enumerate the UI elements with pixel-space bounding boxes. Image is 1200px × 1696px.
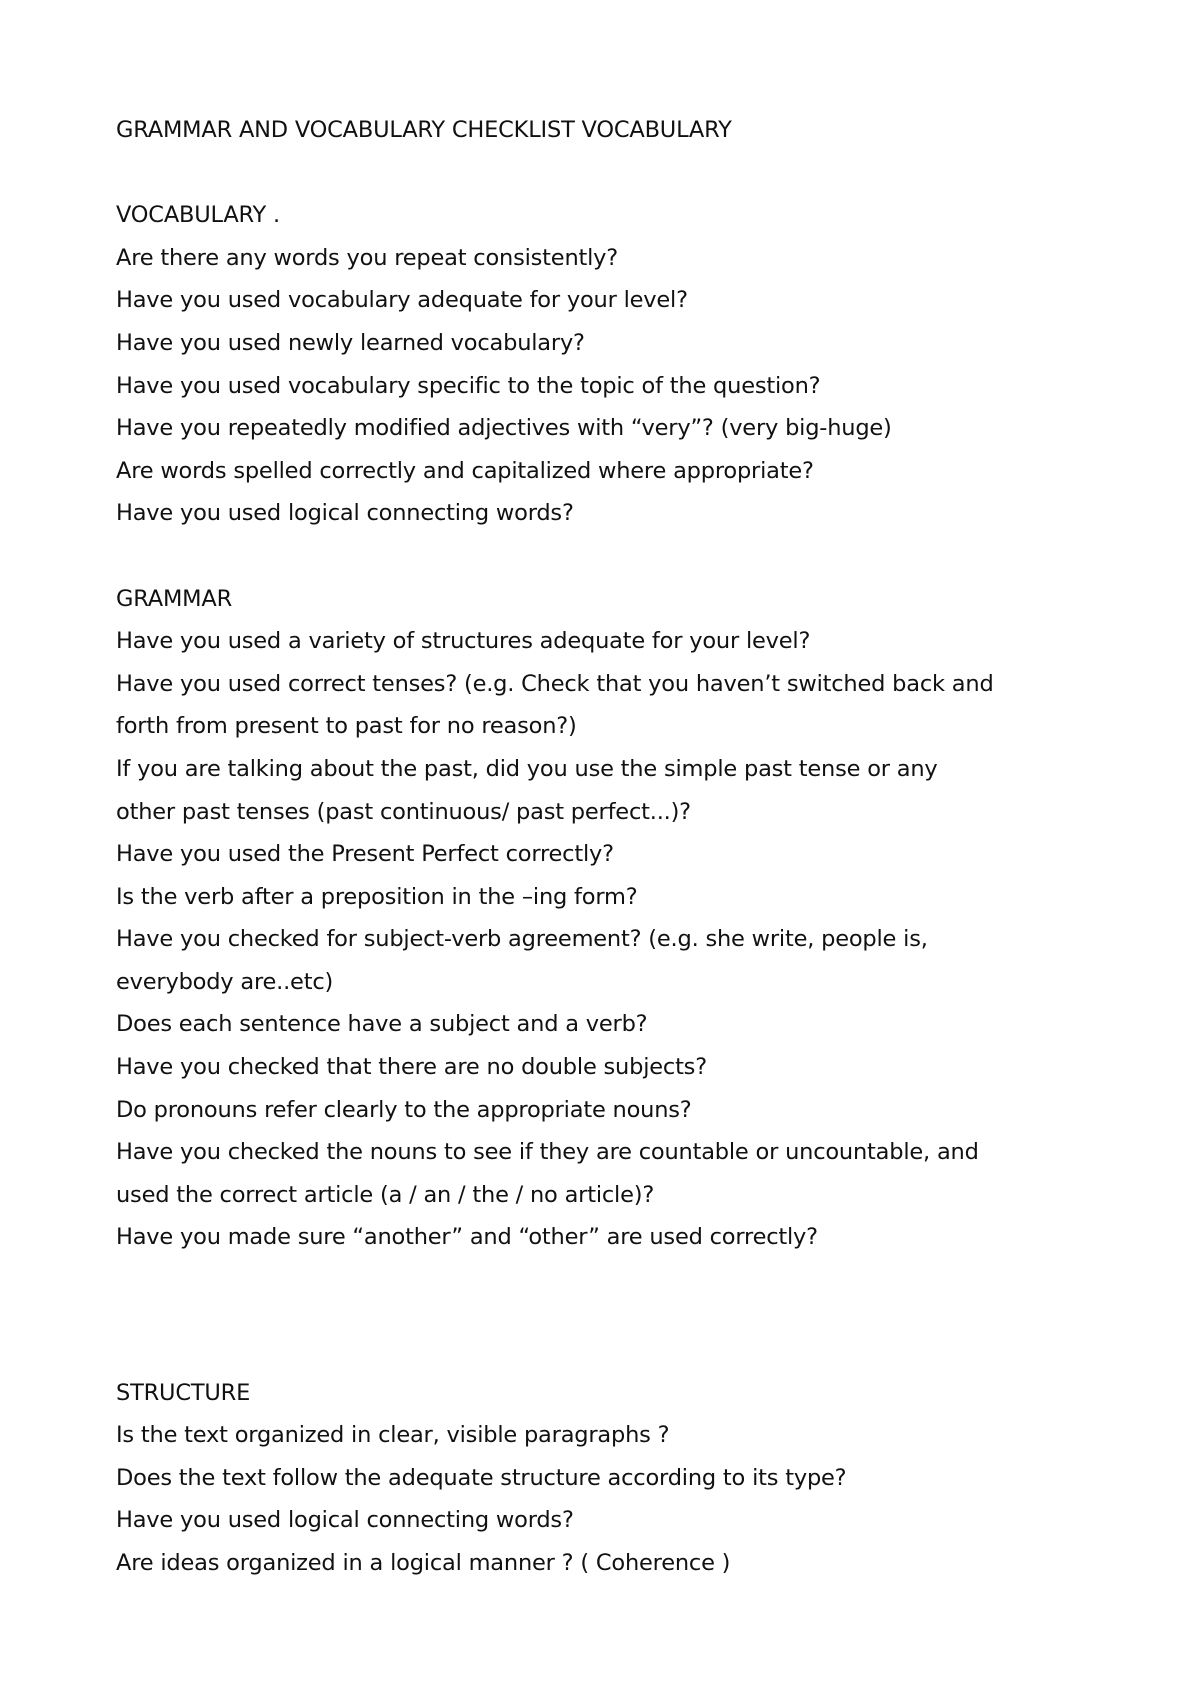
spacer — [116, 535, 1126, 578]
grammar-heading: GRAMMAR — [116, 585, 232, 612]
grammar-item: Does each sentence have a subject and a verb? — [116, 1011, 648, 1038]
vocabulary-item: Have you used vocabulary adequate for your level? — [116, 287, 688, 314]
document-page — [116, 109, 1126, 1585]
vocabulary-item: Have you repeatedly modified adjectives with “very”? (very big-huge) — [116, 415, 892, 442]
grammar-item-continuation: forth from present to past for no reason?) — [116, 713, 577, 740]
spacer — [116, 152, 1126, 195]
vocabulary-item: Are words spelled correctly and capitalized where appropriate? — [116, 457, 814, 484]
document-title: GRAMMAR AND VOCABULARY CHECKLIST VOCABULARY — [116, 117, 732, 143]
vocabulary-item: Have you used vocabulary specific to the topic of the question? — [116, 372, 821, 399]
grammar-item: Have you checked the nouns to see if they are countable or uncountable, and — [116, 1139, 979, 1166]
spacer — [116, 1259, 1126, 1302]
grammar-item: Have you used a variety of structures adequate for your level? — [116, 628, 811, 655]
grammar-item-continuation: other past tenses (past continuous/ past perfect...)? — [116, 798, 691, 825]
structure-item: Is the text organized in clear, visible paragraphs ? — [116, 1422, 670, 1449]
structure-item: Are ideas organized in a logical manner ? ( Coherence ) — [116, 1550, 731, 1576]
grammar-item: Have you checked that there are no double subjects? — [116, 1054, 707, 1081]
grammar-item: If you are talking about the past, did you use the simple past tense or any — [116, 755, 938, 782]
grammar-item: Have you used correct tenses? (e.g. Check that you haven’t switched back and — [116, 670, 994, 697]
vocabulary-item: Have you used newly learned vocabulary? — [116, 329, 585, 356]
grammar-item: Do pronouns refer clearly to the appropriate nouns? — [116, 1096, 692, 1123]
structure-heading: STRUCTURE — [116, 1379, 251, 1406]
grammar-item-continuation: used the correct article (a / an / the / no article)? — [116, 1181, 655, 1208]
structure-item: Does the text follow the adequate structure according to its type? — [116, 1464, 847, 1491]
grammar-item: Have you made sure “another” and “other” are used correctly? — [116, 1224, 818, 1251]
vocabulary-item: Have you used logical connecting words? — [116, 500, 574, 527]
structure-item: Have you used logical connecting words? — [116, 1507, 574, 1534]
spacer — [116, 1302, 1126, 1372]
vocabulary-item: Are there any words you repeat consistently? — [116, 244, 619, 271]
grammar-item: Have you used the Present Perfect correctly? — [116, 841, 614, 868]
grammar-item: Is the verb after a preposition in the –ing form? — [116, 883, 638, 910]
grammar-item: Have you checked for subject-verb agreement? (e.g. she write, people is, — [116, 926, 928, 953]
vocabulary-heading: VOCABULARY . — [116, 202, 280, 229]
grammar-item-continuation: everybody are..etc) — [116, 968, 334, 995]
